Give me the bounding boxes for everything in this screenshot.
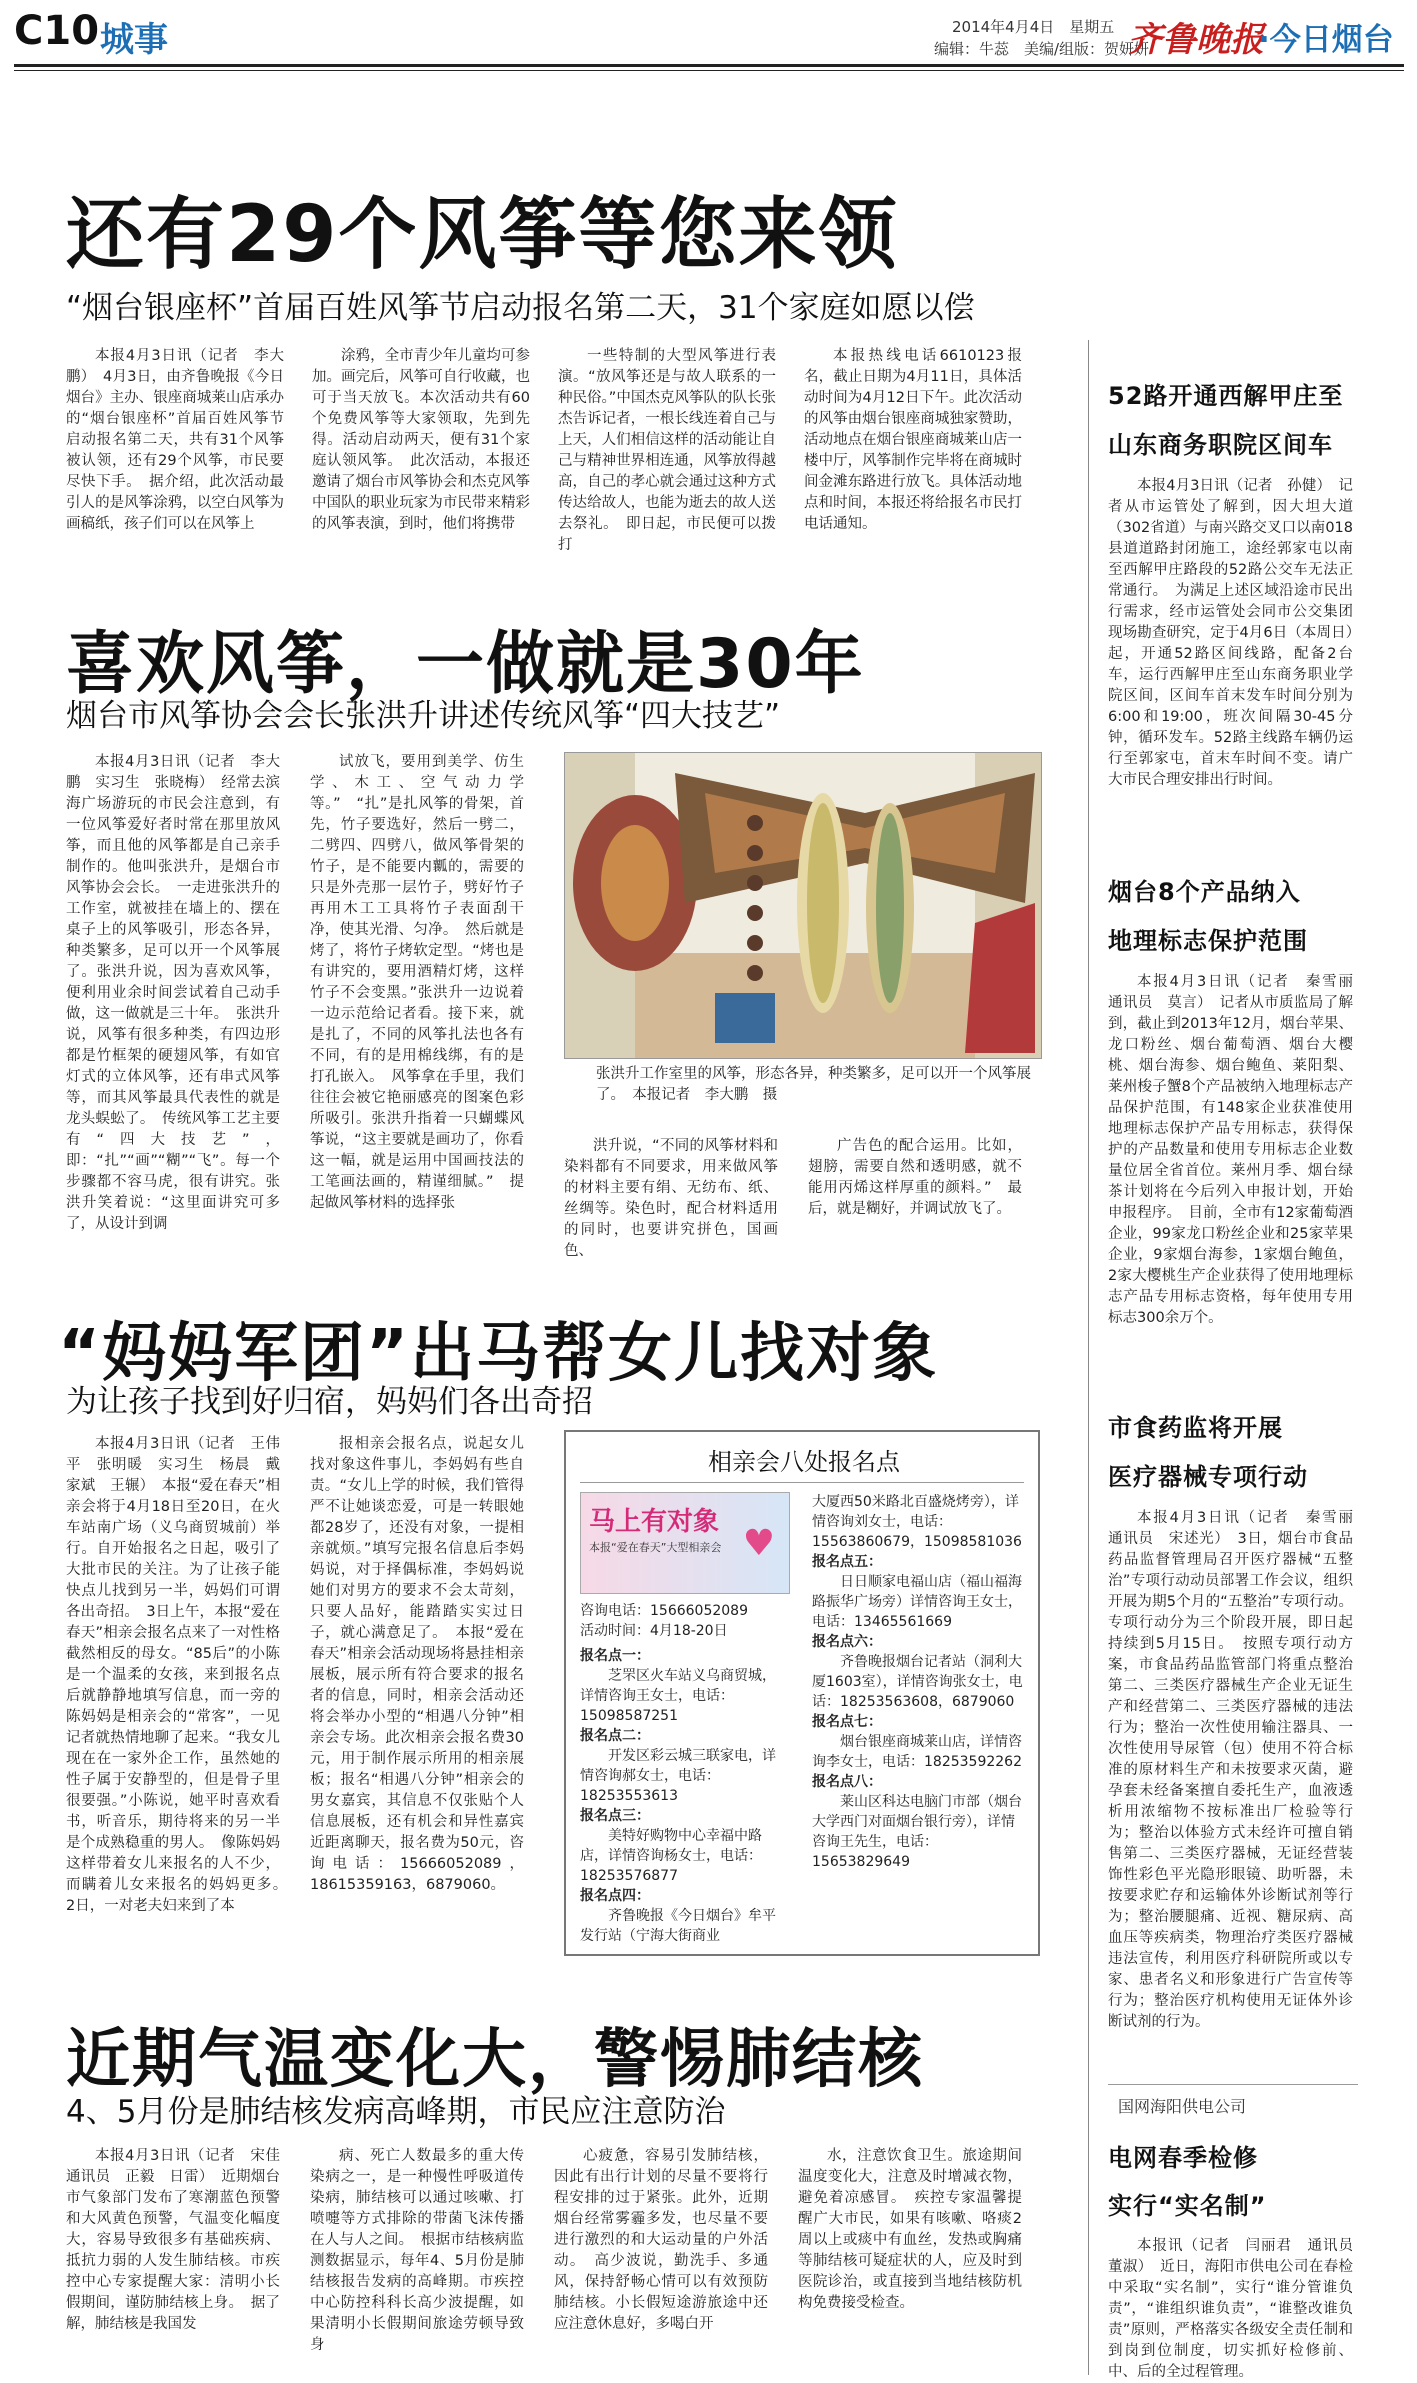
kite-photo [564, 752, 1042, 1059]
side4-headline-2: 实行“实名制” [1108, 2192, 1267, 2220]
registration-point: 大厦西50米路北百盛烧烤旁），详情咨询刘女士，电话：15563860679，15098581036 [812, 1494, 1022, 1550]
registration-list-right [812, 1492, 1026, 1872]
consult-phone: 咨询电话：15666052089 [580, 1603, 748, 1619]
side2-headline-2: 地理标志保护范围 [1108, 927, 1308, 955]
story2-headline: 喜欢风筝，一做就是30年 [66, 625, 865, 704]
side1-headline-1: 52路开通西解甲庄至 [1108, 382, 1344, 410]
edition-label: ·今日烟台 [1258, 22, 1394, 58]
story3-headline: “妈妈军团”出马帮女儿找对象 [58, 1317, 939, 1391]
story1-col1: 本报4月3日讯（记者 李大鹏） 4月3日，由齐鲁晚报《今日烟台》主办、银座商城莱山店承办的“烟台银座杯”首届百姓风筝节启动报名第二天，共有31个风筝被认领，还有29个风筝，市民要尽快下手。 据介绍，此次活动最引人的是风筝涂鸦，以空白风筝为画稿纸，孩子们可以在风筝上 [66, 348, 284, 532]
sidebar-divider [1088, 340, 1089, 2375]
poster-title: 马上有对象 [589, 1507, 720, 1537]
side1-headline-2: 山东商务职院区间车 [1108, 431, 1333, 459]
activity-period: 活动时间：4月18-20日 [580, 1623, 728, 1639]
story4-col4: 水，注意饮食卫生。旅途期间温度变化大，注意及时增减衣物，避免着凉感冒。 疾控专家温馨提醒广大市民，如果有咳嗽、咯痰2周以上或痰中有血丝，发热或胸痛等肺结核可疑症状的人，应及时到医院诊治，或直接到当地结核防机构免费接受检查。 [798, 2148, 1022, 2311]
story2-subheadline: 烟台市风筝协会会长张洪升讲述传统风筝“四大技艺” [66, 698, 781, 734]
editor-credits: 编辑：牛蕊 美编/组版：贺妍妍 [934, 40, 1150, 58]
kite-photo-art [565, 753, 1041, 1058]
registration-point: 报名点七： 烟台银座商城莱山店，详情咨询李女士，电话：18253592262 [812, 1714, 1022, 1770]
story4-headline: 近期气温变化大，警惕肺结核 [66, 2023, 924, 2097]
story1-subheadline: “烟台银座杯”首届百姓风筝节启动报名第二天，31个家庭如愿以偿 [66, 290, 975, 326]
side4-company: 国网海阳供电公司 [1118, 2097, 1247, 2116]
kite-photo-caption: 张洪升工作室里的风筝，形态各异，种类繁多，足可以开一个风筝展了。 本报记者 李大鹏 摄 [596, 1066, 1031, 1103]
registration-point: 报名点一： 芝罘区火车站义乌商贸城，详情咨询王女士，电话：15098587251 [580, 1648, 776, 1724]
story2-col3: 洪升说，“不同的风筝材料和染料都有不同要求，用来做风筝的材料主要有绢、无纺布、纸、丝绸等。染色时，配合材料适用的同时，也要讲究拼色，国画色、 [564, 1138, 778, 1259]
side2-headline-1: 烟台8个产品纳入 [1108, 878, 1301, 906]
registration-point: 报名点三： 美特好购物中心幸福中路店，详情咨询杨女士，电话：18253576877 [580, 1808, 762, 1884]
section-label: 城事 [100, 20, 168, 60]
registration-point: 报名点四： 齐鲁晚报《今日烟台》牟平发行站（宁海大街商业 [580, 1888, 776, 1944]
side4-body: 本报讯（记者 闫丽君 通讯员 董淑） 近日，海阳市供电公司在春检中采取“实名制”，实行“谁分管谁负责”，“谁组织谁负责”，“谁整改谁负责”原则，严格落实各级安全责任制和到岗到位制度，切实抓好检修前、中、后的全过程管理。 [1108, 2238, 1368, 2380]
registration-list-left [580, 1646, 788, 1946]
story1-col4: 本报热线电话6610123报名，截止日期为4月11日，具体活动时间为4月12日下午。此次活动的风筝由烟台银座商城独家赞助，活动地点在烟台银座商城莱山店一楼中厅，风筝制作完毕将在商城时间金滩东路进行放飞。具体活动地点和时间，本报还将给报名市民打电话通知。 [804, 348, 1022, 532]
registration-box-title: 相亲会八处报名点 [708, 1448, 900, 1476]
page-code: C10 [14, 8, 100, 54]
story3-col1: 本报4月3日讯（记者 王伟平 张明暖 实习生 杨晨 戴家斌 王辗） 本报“爱在春天”相亲会将于4月18日至20日，在火车站南广场（义乌商贸城前）举行。自开始报名之日起，吸引了大批市民的关注。为了让孩子能快点儿找到另一半，妈妈们可谓各出奇招。 3日上午，本报“爱在春天”相亲会报名点来了一对性格截然相反的母女。“85后”的小陈是一个温柔的女孩，来到报名点后就静静地填写信息，而一旁的陈妈妈是相亲会的“常客”，一见记者就热情地聊了起来。“我女儿现在在一家外企工作，虽然她的性子属于安静型的，但是骨子里很要强。”小陈说，她平时喜欢看书，听音乐，期待将来的另一半是个成熟稳重的男人。 像陈妈妈这样带着女儿来报名的人不少，而瞒着儿女来报名的妈妈更多。 2日，一对老夫妇来到了本 [66, 1436, 295, 1914]
story1-col2: 涂鸦，全市青少年儿童均可参加。画完后，风筝可自行收藏，也可于当天放飞。本次活动共有60个免费风筝等大家领取，先到先得。活动启动两天，便有31个家庭认领风筝。 此次活动，本报还邀请了烟台市风筝协会和杰克风筝中国队的职业玩家为市民带来精彩的风筝表演，到时，他们将携带 [312, 348, 530, 532]
masthead-rule [14, 64, 1404, 67]
heart-icon: ♥ [742, 1523, 775, 1564]
side4-headline-1: 电网春季检修 [1108, 2144, 1258, 2172]
story1-col3: 一些特制的大型风筝进行表演。“放风筝还是与故人联系的一种民俗。”中国杰克风筝队的队长张杰告诉记者，一根长线连着自己与上天，人们相信这样的活动能让自己与精神世界相连通，风筝放得越高，自己的孝心就会通过这种方式传达给故人，也能为逝去的故人送去祭礼。 即日起，市民便可以拨打 [558, 348, 776, 553]
registration-box-rule [580, 1482, 1024, 1483]
story4-col1: 本报4月3日讯（记者 宋佳 通讯员 正毅 日雷） 近期烟台市气象部门发布了寒潮蓝色预警和大风黄色预警，气温变化幅度大，容易导致很多有基础疾病、抵抗力弱的人发生肺结核。市疾控中心专家提醒大家：清明小长假期间，谨防肺结核上身。 据了解，肺结核是我国发 [66, 2148, 295, 2332]
story4-subheadline: 4、5月份是肺结核发病高峰期，市民应注意防治 [66, 2094, 726, 2130]
issue-date: 2014年4月4日 星期五 [952, 18, 1115, 36]
masthead-rule-thin [14, 70, 1404, 71]
side3-headline-1: 市食药监将开展 [1108, 1414, 1283, 1442]
side1-body: 本报4月3日讯（记者 孙健） 记者从市运管处了解到，因大坦大道（302省道）与南兴路交叉口以南018县道道路封闭施工，途经郭家屯以南至西解甲庄路段的52路公交车无法正常通行。 为满足上述区域沿途市民出行需求，经市运管处会同市公交集团现场勘查研究，定于4月6日（本周日）起，开通52路区间线路，配备2台车，运行西解甲庄至山东商务职业学院区间，区间车首末发车时间分别为6:00和19:00，班次间隔30-45分钟，循环发车。52路主线路车辆仍运行至郭家屯，首末车时间不变。请广大市民合理安排出行时间。 [1108, 478, 1353, 788]
side2-body: 本报4月3日讯（记者 秦雪丽 通讯员 莫言） 记者从市质监局了解到，截止到2013年12月，烟台苹果、龙口粉丝、烟台葡萄酒、烟台大樱桃、烟台海参、烟台鲍鱼、莱阳梨、莱州梭子蟹8个产品被纳入地理标志产品保护范围，有148家企业获准使用地理标志保护产品专用标志，获得保护的产品数量和使用专用标志企业数量位居全省首位。莱州月季、烟台绿茶计划将在今后列入申报计划，开始申报程序。 目前，全市有12家葡萄酒企业，99家龙口粉丝企业和25家苹果企业，9家烟台海参，1家烟台鲍鱼，2家大樱桃生产企业获得了使用地理标志产品专用标志资格，每年使用专用标志300余万个。 [1108, 974, 1368, 1326]
story4-col2: 病、死亡人数最多的重大传染病之一，是一种慢性呼吸道传染病，肺结核可以通过咳嗽、打喷嚏等方式排除的带菌飞沫传播在人与人之间。 根据市结核病监测数据显示，每年4、5月份是肺结核报告发病的高峰期。市疾控中心防控科科长高少波提醒，如果清明小长假期间旅途劳顿导致身 [310, 2148, 524, 2353]
story2-col2: 试放飞，要用到美学、仿生学、木工、空气动力学等。” “扎”是扎风筝的骨架，首先，竹子要选好，然后一劈二，二劈四、四劈八，做风筝骨架的竹子，是不能要内瓤的，需要的只是外壳那一层竹子，劈好竹子再用木工工具将竹子表面刮干净，使其光滑、匀净。 然后就是烤了，将竹子烤软定型。“烤也是有讲究的，要用酒精灯烤，这样竹子不会变黑。”张洪升一边说着一边示范给记者看。接下来，就是扎了，不同的风筝扎法也各有不同，有的是用棉线绑，有的是打孔嵌入。 风筝拿在手里，我们往往会被它艳丽感亮的图案色彩所吸引。张洪升指着一只蝴蝶风筝说，“这主要就是画功了，你看这一幅，就是运用中国画技法的工笔画法画的，精谨细腻。” 提起做风筝材料的选择张 [310, 754, 524, 1211]
story1-headline: 还有29个风筝等您来领 [66, 190, 899, 280]
registration-box [564, 1430, 1040, 1956]
side3-headline-2: 医疗器械专项行动 [1108, 1463, 1308, 1491]
story2-col4: 广告色的配合运用。比如，翅膀，需要自然和透明感，就不能用丙烯这样厚重的颜料。” 最后，就是糊好，并调试放飞了。 [808, 1138, 1022, 1217]
registration-point: 报名点五： 日日顺家电福山店（福山福海路振华广场旁）详情咨询王女士，电话：13465561669 [812, 1554, 1022, 1630]
story3-subheadline: 为让孩子找到好归宿，妈妈们各出奇招 [66, 1384, 593, 1420]
newspaper-logo: 齐鲁晚报 [1128, 20, 1264, 60]
registration-point: 报名点八： 莱山区科达电脑门市部（烟台大学西门对面烟台银行旁），详情咨询王先生，电话：15653829649 [812, 1774, 1022, 1870]
poster-subtitle: 本报“爱在春天”大型相亲会 [589, 1541, 722, 1554]
story3-col2: 报相亲会报名点，说起女儿找对象这件事儿，李妈妈有些自责。“女儿上学的时候，我们管得严不让她谈恋爱，可是一转眼她都28岁了，还没有对象，一提相亲就烦。”填写完报名信息后李妈妈说，对于择偶标准，李妈妈说她们对男方的要求不会太苛刻，只要人品好，能踏踏实实过日子，就心满意足了。 本报“爱在春天”相亲会活动现场将悬挂相亲展板，展示所有符合要求的报名者的信息，同时，相亲会活动还将会举办小型的“相遇八分钟”相亲会专场。此次相亲会报名费30元，用于制作展示所用的相亲展板；报名“相遇八分钟”相亲会的男女嘉宾，其信息不仅张贴个人信息展板，还有机会和异性嘉宾近距离聊天，报名费为50元，咨询电话：15666052089，18615359163，6879060。 [310, 1436, 524, 1893]
matchmaking-poster [580, 1492, 790, 1594]
side4-top-rule [1108, 2084, 1358, 2085]
side3-body: 本报4月3日讯（记者 秦雪丽 通讯员 宋述光） 3日，烟台市食品药品监督管理局召开医疗器械“五整治”专项行动动员部署工作会议，组织开展为期5个月的“五整治”专项行动。专项行动分为三个阶段开展，即日起持续到5月15日。 按照专项行动方案，市食品药品监管部门将重点整治第二、三类医疗器械生产企业无证生产和经营第二、三类医疗器械的违法行为；整治一次性使用输注器具、一次性使用导尿管（包）使用不符合标准的原材料生产和未按要求灭菌，避孕套未经备案擅自委托生产，血液透析用浓缩物不按标准出厂检验等行为；整治以体验方式未经许可擅自销售第二、三类医疗器械，无证经营装饰性彩色平光隐形眼镜、助听器，未按要求贮存和运输体外诊断试剂等行为；整治腰腿痛、近视、糖尿病、高血压等疾病类，物理治疗类医疗器械违法宣传，利用医疗科研院所或以专家、患者名义和形象进行广告宣传等行为；整治医疗机构使用无证体外诊断试剂的行为。 [1108, 1510, 1368, 2030]
registration-point: 报名点六： 齐鲁晚报烟台记者站（洞利大厦1603室），详情咨询张女士，电话：18253563608，6879060 [812, 1634, 1023, 1710]
story2-col1: 本报4月3日讯（记者 李大鹏 实习生 张晓梅） 经常去滨海广场游玩的市民会注意到，有一位风筝爱好者时常在那里放风筝，而且他的风筝都是自己亲手制作的。他叫张洪升，是烟台市风筝协会会长。 一走进张洪升的工作室，就被挂在墙上的、摆在桌子上的风筝吸引，形态各异，种类繁多，足可以开一个风筝展了。张洪升说，因为喜欢风筝，便利用业余时间尝试着自己动手做，这一做就是三十年。 张洪升说，风筝有很多种类，有四边形都是竹框架的硬翅风筝，有如官灯式的立体风筝，还有串式风筝等，而其风筝最具代表性的就是龙头蜈蚣了。 传统风筝工艺主要有“四大技艺”，即：“扎”“画”“糊”“飞”。每一个步骤都不容马虎，很有讲究。张洪升笑着说：“这里面讲究可多了，从设计到调 [66, 754, 280, 1232]
registration-point: 报名点二： 开发区彩云城三联家电，详情咨询郝女士，电话：18253553613 [580, 1728, 776, 1804]
story4-col3: 心疲惫，容易引发肺结核，因此有出行计划的尽量不要将行程安排的过于紧张。此外，近期烟台经常雾霾多发，也尽量不要进行激烈的和大运动量的户外活动。 高少波说，勤洗手、多通风，保持舒畅心情可以有效预防肺结核。小长假短途游旅途中还应注意休息好，多喝白开 [554, 2148, 768, 2332]
